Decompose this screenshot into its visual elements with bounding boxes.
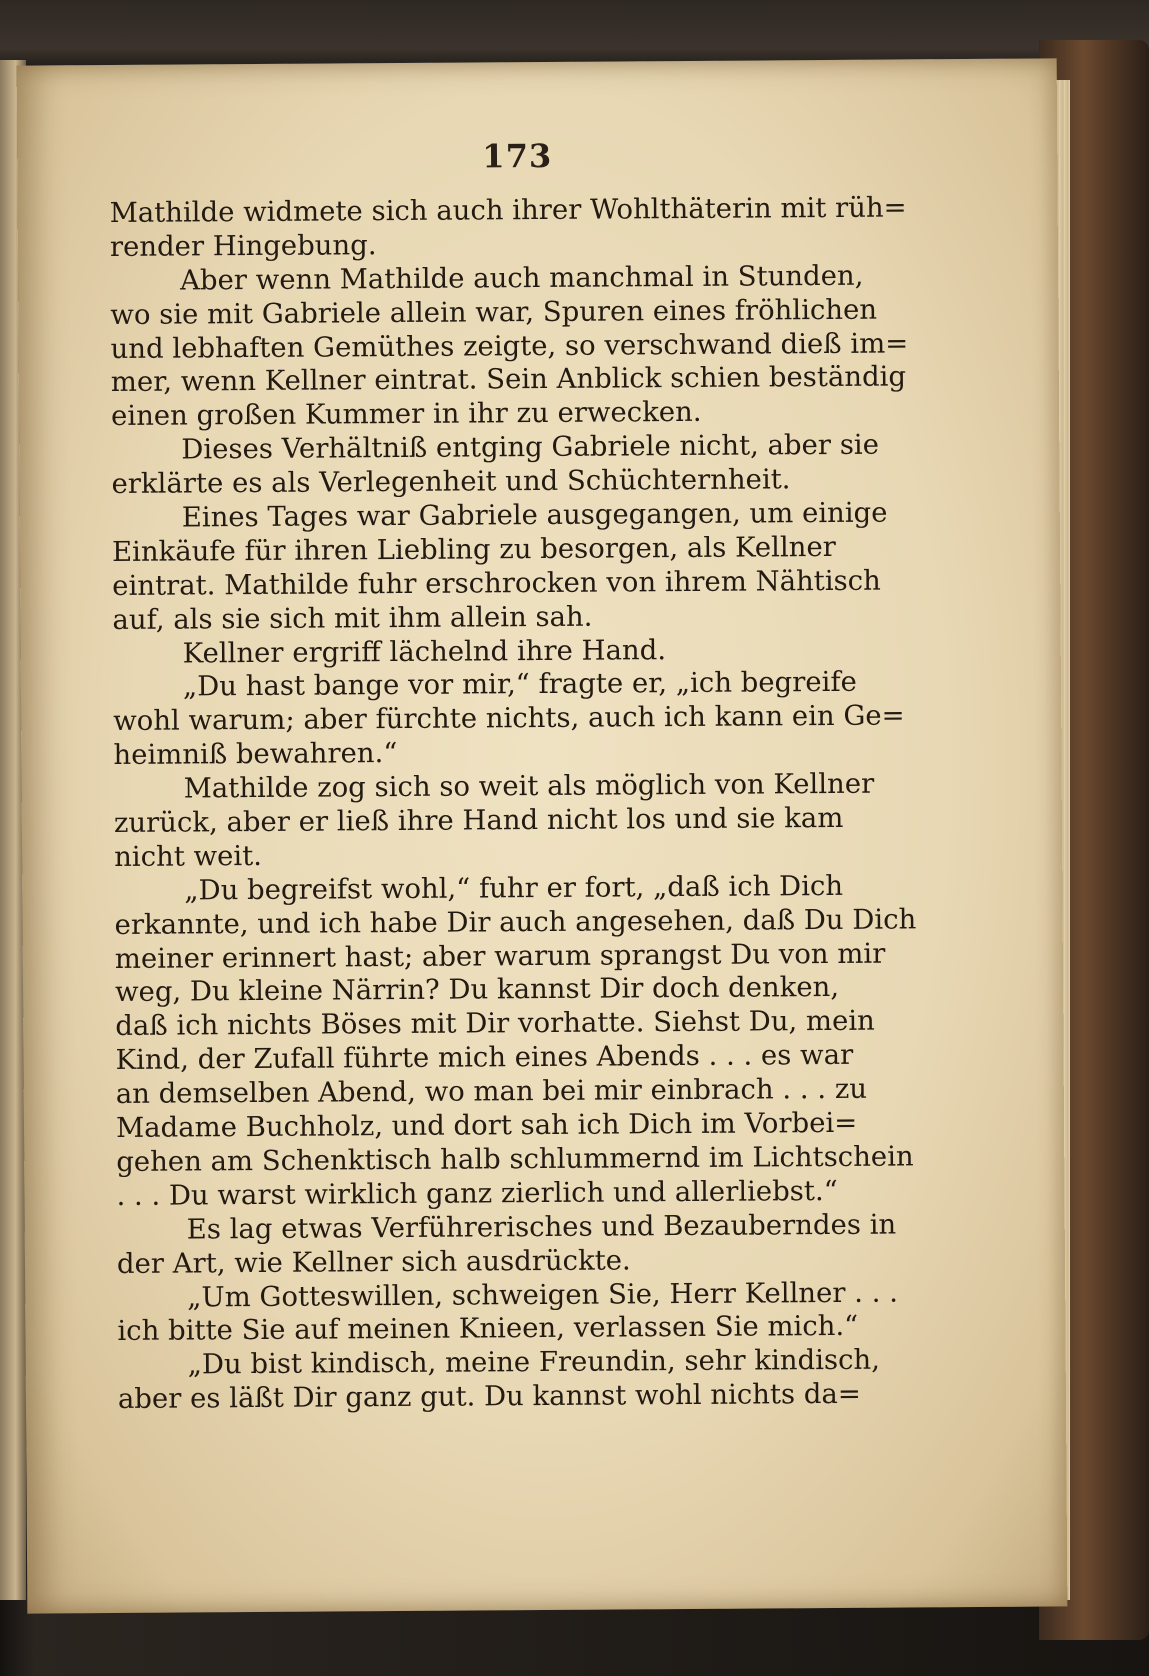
text-line: erklärte es als Verlegenheit und Schüchternheit. xyxy=(111,463,791,501)
text-line: Mathilde widmete sich auch ihrer Wohlthäterin mit rüh= xyxy=(109,191,907,230)
text-line: Eines Tages war Gabriele ausgegangen, um einige xyxy=(181,496,888,534)
text-line: weg, Du kleine Närrin? Du kannst Dir doch denken, xyxy=(114,971,840,1009)
text-line: „Du begreifst wohl,“ fuhr er fort, „daß ich Dich xyxy=(184,869,844,907)
text-line: und lebhaften Gemüthes zeigte, so verschwand dieß im= xyxy=(110,326,909,365)
text-line: Aber wenn Mathilde auch manchmal in Stunden, xyxy=(179,259,864,297)
text-line: mer, wenn Kellner eintrat. Sein Anblick schien beständig xyxy=(110,360,907,399)
text-line: Dieses Verhältniß entging Gabriele nicht, aber sie xyxy=(181,428,880,466)
text-line: eintrat. Mathilde fuhr erschrocken von ihrem Nähtisch xyxy=(112,564,881,602)
text-line: auf, als sie sich mit ihm allein sah. xyxy=(112,600,593,636)
text-line: Es lag etwas Verführerisches und Bezauberndes in xyxy=(186,1208,897,1246)
text-line: heimniß bewahren.“ xyxy=(113,737,398,772)
text-line: „Um Gotteswillen, schweigen Sie, Herr Kellner . . . xyxy=(187,1276,899,1313)
book-page xyxy=(17,58,1068,1613)
text-line: Einkäufe für ihren Liebling zu besorgen, als Kellner xyxy=(111,530,836,568)
text-line: Madame Buchholz, und dort sah ich Dich im Vorbei= xyxy=(115,1106,858,1145)
text-line: gehen am Schenktisch halb schlummernd im Lichtschein xyxy=(116,1140,914,1178)
text-line: der Art, wie Kellner sich ausdrückte. xyxy=(116,1244,631,1280)
text-line: wohl warum; aber fürchte nichts, auch ich kann ein Ge= xyxy=(113,699,905,738)
text-line: „Du hast bange vor mir,“ fragte er, „ich begreife xyxy=(182,666,857,703)
text-line: einen großen Kummer in ihr zu erwecken. xyxy=(110,396,702,433)
text-line: . . . Du warst wirklich ganz zierlich und allerliebst.“ xyxy=(116,1174,838,1212)
text-line: daß ich nichts Böses mit Dir vorhatte. Siehst Du, mein xyxy=(115,1005,875,1043)
text-line: erkannte, und ich habe Dir auch angesehen, daß Du Dich xyxy=(114,903,917,941)
text-line: Mathilde zog sich so weit als möglich von Kellner xyxy=(183,767,875,805)
text-line: wo sie mit Gabriele allein war, Spuren eines fröhlichen xyxy=(110,293,878,331)
text-line: Kellner ergriff lächelnd ihre Hand. xyxy=(182,633,667,670)
text-line: ich bitte Sie auf meinen Knieen, verlassen Sie mich.“ xyxy=(117,1310,859,1348)
text-line: render Hingebung. xyxy=(109,229,377,263)
text-line: aber es läßt Dir ganz gut. Du kannst wohl nichts da= xyxy=(117,1377,861,1416)
text-line: meiner erinnert hast; aber warum sprangst Du von mir xyxy=(114,937,886,975)
page-body-text xyxy=(110,191,918,1417)
text-line: Kind, der Zufall führte mich eines Abends . . . es war xyxy=(115,1039,854,1077)
page-number: 173 xyxy=(482,136,553,176)
text-line: nicht weit. xyxy=(114,839,263,873)
text-line: „Du bist kindisch, meine Freundin, sehr kindisch, xyxy=(187,1343,881,1381)
text-line: an demselben Abend, wo man bei mir einbrach . . . zu xyxy=(115,1072,868,1111)
text-line: zurück, aber er ließ ihre Hand nicht los und sie kam xyxy=(113,801,844,840)
